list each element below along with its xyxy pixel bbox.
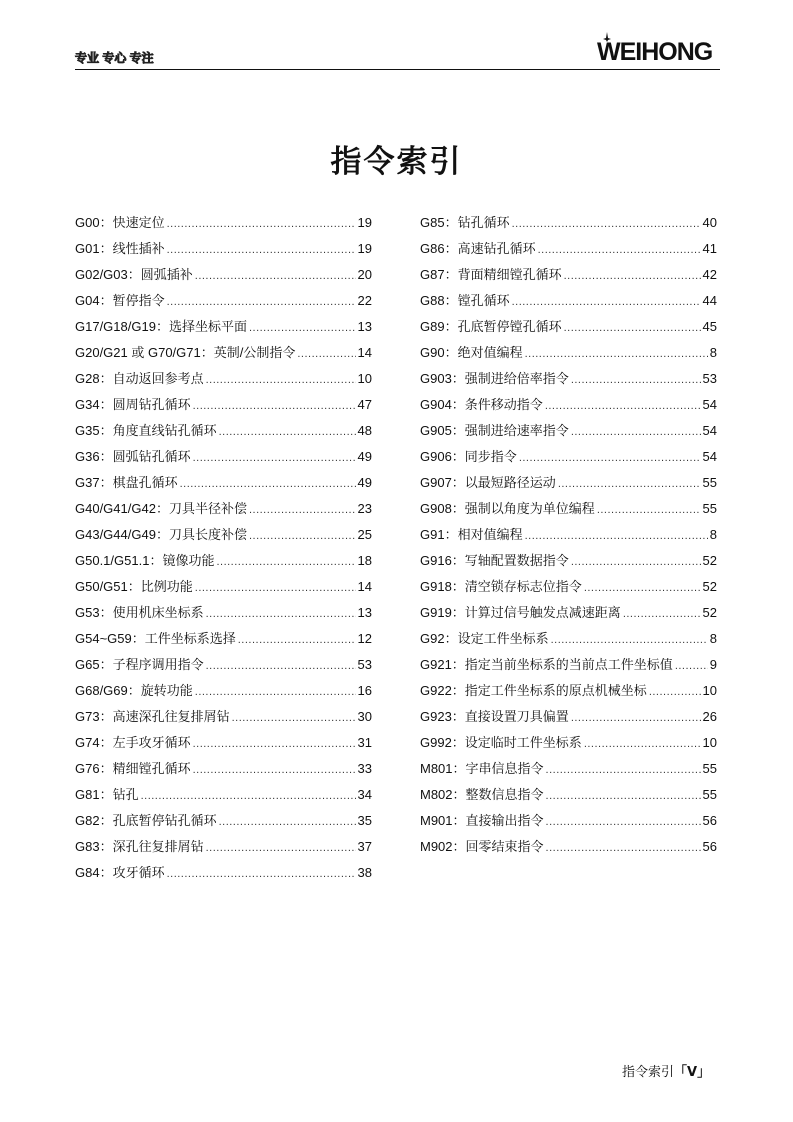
toc-right-column [420,212,717,862]
dot-leader [584,582,701,594]
toc-entry-page: 19 [357,215,372,230]
toc-entry-page: 26 [702,709,717,724]
dot-leader [195,270,356,282]
toc-entry[interactable] [75,420,372,446]
toc-entry-page: 35 [357,813,372,828]
toc-entry[interactable] [420,472,717,498]
toc-entry-label: G90：绝对值编程 [420,345,523,360]
dot-leader [649,686,701,698]
dot-leader [546,764,701,776]
toc-entry-page: 10 [702,735,717,750]
page-title: 指令索引 [330,144,463,180]
toc-entry[interactable] [420,628,717,654]
dot-leader [193,452,356,464]
toc-entry-page: 16 [357,683,372,698]
dot-leader [525,530,708,542]
page-footer [622,1061,710,1080]
toc-entry-page: 14 [357,345,372,360]
toc-entry-label: G86：高速钻孔循环 [420,241,536,256]
toc-entry-page: 23 [357,501,372,516]
toc-entry-label: G35：角度直线钻孔循环 [75,423,217,438]
toc-entry-label: G907：以最短路径运动 [420,475,556,490]
toc-entry-page: 10 [702,683,717,698]
dot-leader [206,608,356,620]
dot-leader [525,348,708,360]
footer-page-mark: 「V」 [674,1065,711,1080]
dot-leader [238,634,356,646]
toc-entry-page: 8 [709,345,717,360]
dot-leader [232,712,356,724]
toc-entry-page: 34 [357,787,372,802]
dot-leader [249,504,356,516]
toc-entry-label: M901：直接输出指令 [420,813,544,828]
toc-entry-label: G65：子程序调用指令 [75,657,204,672]
toc-entry[interactable] [75,836,372,862]
toc-entry-label: G28：自动返回参考点 [75,371,204,386]
toc-entry[interactable] [420,212,717,238]
toc-entry-page: 22 [357,293,372,308]
dot-leader [249,322,356,334]
toc-entry-page: 44 [702,293,717,308]
toc-entry[interactable] [75,732,372,758]
toc-entry-page: 47 [357,397,372,412]
toc-entry-label: G905：强制进给速率指令 [420,423,569,438]
toc-entry-label: G40/G41/G42：刀具半径补偿 [75,501,247,516]
toc-entry-label: G36：圆弧钻孔循环 [75,449,191,464]
dot-leader [545,400,701,412]
toc-entry-page: 10 [357,371,372,386]
toc-entry[interactable] [75,862,372,888]
toc-entry-page: 54 [702,449,717,464]
toc-entry-label: G81：钻孔 [75,787,139,802]
dot-leader [597,504,701,516]
toc-entry-page: 14 [357,579,372,594]
dot-leader [512,218,701,230]
toc-entry[interactable] [75,238,372,264]
toc-entry-page: 49 [357,475,372,490]
dot-leader [167,218,356,230]
toc-entry-label: G88：镗孔循环 [420,293,510,308]
toc-entry-page: 25 [357,527,372,542]
toc-entry-page: 8 [709,527,717,542]
toc-entry[interactable] [420,654,717,680]
dot-leader [564,270,701,282]
toc-entry[interactable] [420,706,717,732]
dot-leader [551,634,708,646]
toc-entry-page: 33 [357,761,372,776]
toc-entry[interactable] [75,290,372,316]
toc-entry-page: 52 [702,605,717,620]
toc-entry-label: G04：暂停指令 [75,293,165,308]
dot-leader [167,244,356,256]
toc-entry-page: 54 [702,423,717,438]
toc-entry-page: 20 [357,267,372,282]
toc-entry-label: G17/G18/G19：选择坐标平面 [75,319,247,334]
toc-entry[interactable] [75,706,372,732]
toc-entry-label: G916：写轴配置数据指令 [420,553,569,568]
toc-entry[interactable] [75,550,372,576]
toc-entry-label: G50/G51：比例功能 [75,579,193,594]
toc-entry[interactable] [75,368,372,394]
toc-entry-page: 38 [357,865,372,880]
dot-leader [675,660,708,672]
toc-entry[interactable] [75,342,372,368]
header-divider [75,69,720,70]
toc-entry[interactable] [420,446,717,472]
toc-entry[interactable] [75,784,372,810]
weihong-logo: WEIHONG [597,38,713,66]
toc-entry-label: M902：回零结束指令 [420,839,544,854]
toc-entry[interactable] [75,472,372,498]
toc-entry-label: G53：使用机床坐标系 [75,605,204,620]
toc-entry[interactable] [420,836,717,862]
toc-entry-label: G54~G59：工件坐标系选择 [75,631,236,646]
toc-entry-page: 54 [702,397,717,412]
dot-leader [571,374,701,386]
toc-entry[interactable] [75,810,372,836]
toc-entry[interactable] [420,498,717,524]
toc-entry[interactable] [420,368,717,394]
toc-entry[interactable] [420,316,717,342]
toc-entry[interactable] [75,264,372,290]
footer-section: 指令索引 [622,1065,675,1080]
toc-entry-page: 52 [702,579,717,594]
dot-leader [623,608,701,620]
toc-entry[interactable] [420,420,717,446]
toc-entry-label: G92：设定工件坐标系 [420,631,549,646]
toc-entry-page: 56 [702,839,717,854]
toc-entry-page: 56 [702,813,717,828]
toc-entry-label: G906：同步指令 [420,449,517,464]
toc-entry[interactable] [420,524,717,550]
dot-leader [180,478,356,490]
toc-entry[interactable] [420,602,717,628]
toc-entry[interactable] [420,264,717,290]
toc-entry[interactable] [75,602,372,628]
toc-entry-label: G68/G69：旋转功能 [75,683,193,698]
toc-entry[interactable] [75,680,372,706]
toc-entry[interactable] [420,238,717,264]
toc-entry-label: G00：快速定位 [75,215,165,230]
toc-entry-label: G82：孔底暂停钻孔循环 [75,813,217,828]
toc-entry-page: 30 [357,709,372,724]
toc-entry-page: 48 [357,423,372,438]
toc-left-column [75,212,372,888]
toc-entry[interactable] [420,680,717,706]
dot-leader [193,400,356,412]
toc-entry-page: 42 [702,267,717,282]
toc-entry-label: G91：相对值编程 [420,527,523,542]
toc-entry[interactable] [420,810,717,836]
dot-leader [193,764,356,776]
toc-entry-page: 53 [357,657,372,672]
header-slogan: 专业 专心 专注 [75,51,154,65]
dot-leader [216,556,355,568]
dot-leader [571,426,701,438]
toc-entry-label: G903：强制进给倍率指令 [420,371,569,386]
toc-entry[interactable] [420,550,717,576]
toc-entry-label: G908：强制以角度为单位编程 [420,501,595,516]
toc-entry-page: 13 [357,319,372,334]
toc-entry[interactable] [420,576,717,602]
dot-leader [249,530,356,542]
dot-leader [558,478,701,490]
toc-entry-label: G87：背面精细镗孔循环 [420,267,562,282]
toc-entry-label: G992：设定临时工件坐标系 [420,735,582,750]
dot-leader [519,452,701,464]
dot-leader [219,426,356,438]
toc-entry-label: G50.1/G51.1：镜像功能 [75,553,215,568]
toc-entry[interactable] [420,394,717,420]
dot-leader [571,712,701,724]
toc-entry-page: 40 [702,215,717,230]
toc-entry-label: M802：整数信息指令 [420,787,544,802]
toc-entry-page: 31 [357,735,372,750]
toc-entry-page: 55 [702,787,717,802]
dot-leader [206,660,356,672]
dot-leader [584,738,701,750]
toc-entry[interactable] [75,498,372,524]
toc-entry[interactable] [75,212,372,238]
dot-leader [546,842,701,854]
toc-entry-label: G01：线性插补 [75,241,165,256]
toc-entry-label: G37：棋盘孔循环 [75,475,178,490]
toc-entry-label: G921：指定当前坐标系的当前点工件坐标值 [420,657,673,672]
toc-entry-page: 41 [702,241,717,256]
dot-leader [297,348,355,360]
toc-entry[interactable] [420,342,717,368]
toc-entry-label: G74：左手攻牙循环 [75,735,191,750]
toc-entry-label: G904：条件移动指令 [420,397,543,412]
toc-entry-page: 37 [357,839,372,854]
dot-leader [546,816,701,828]
toc-entry[interactable] [75,576,372,602]
toc-entry[interactable] [420,784,717,810]
toc-entry-label: G02/G03：圆弧插补 [75,267,193,282]
toc-entry-label: G919：计算过信号触发点减速距离 [420,605,621,620]
dot-leader [195,582,356,594]
toc-entry-page: 8 [709,631,717,646]
toc-entry-page: 49 [357,449,372,464]
toc-entry[interactable] [75,628,372,654]
toc-entry-label: G43/G44/G49：刀具长度补偿 [75,527,247,542]
toc-entry-page: 53 [702,371,717,386]
toc-entry-label: G85：钻孔循环 [420,215,510,230]
dot-leader [195,686,356,698]
dot-leader [564,322,701,334]
dot-leader [206,842,356,854]
toc-entry[interactable] [75,446,372,472]
dot-leader [141,790,356,802]
toc-entry-page: 55 [702,501,717,516]
toc-entry-label: G83：深孔往复排屑钻 [75,839,204,854]
toc-entry[interactable] [75,758,372,784]
toc-entry-label: M801：字串信息指令 [420,761,544,776]
toc-entry-page: 18 [357,553,372,568]
toc-entry-page: 55 [702,475,717,490]
toc-entry[interactable] [420,732,717,758]
toc-entry-label: G73：高速深孔往复排屑钻 [75,709,230,724]
toc-entry[interactable] [420,758,717,784]
dot-leader [538,244,701,256]
toc-entry-page: 19 [357,241,372,256]
toc-entry-label: G84：攻牙循环 [75,865,165,880]
toc-entry[interactable] [75,394,372,420]
dot-leader [206,374,356,386]
dot-leader [219,816,356,828]
dot-leader [546,790,701,802]
dot-leader [571,556,701,568]
toc-entry[interactable] [75,654,372,680]
toc-entry-label: G89：孔底暂停镗孔循环 [420,319,562,334]
dot-leader [167,296,356,308]
toc-entry-page: 13 [357,605,372,620]
toc-entry-page: 12 [357,631,372,646]
toc-entry-page: 52 [702,553,717,568]
toc-entry[interactable] [75,316,372,342]
toc-entry-label: G918：清空锁存标志位指令 [420,579,582,594]
dot-leader [512,296,701,308]
toc-entry-label: G20/G21 或 G70/G71：英制/公制指令 [75,345,296,360]
dot-leader [193,738,356,750]
toc-entry-label: G923：直接设置刀具偏置 [420,709,569,724]
toc-entry-page: 55 [702,761,717,776]
toc-entry[interactable] [420,290,717,316]
dot-leader [167,868,356,880]
toc-entry[interactable] [75,524,372,550]
toc-entry-page: 45 [702,319,717,334]
toc-entry-label: G34：圆周钻孔循环 [75,397,191,412]
toc-entry-label: G76：精细镗孔循环 [75,761,191,776]
toc-entry-label: G922：指定工件坐标系的原点机械坐标 [420,683,647,698]
toc-entry-page: 9 [709,657,717,672]
